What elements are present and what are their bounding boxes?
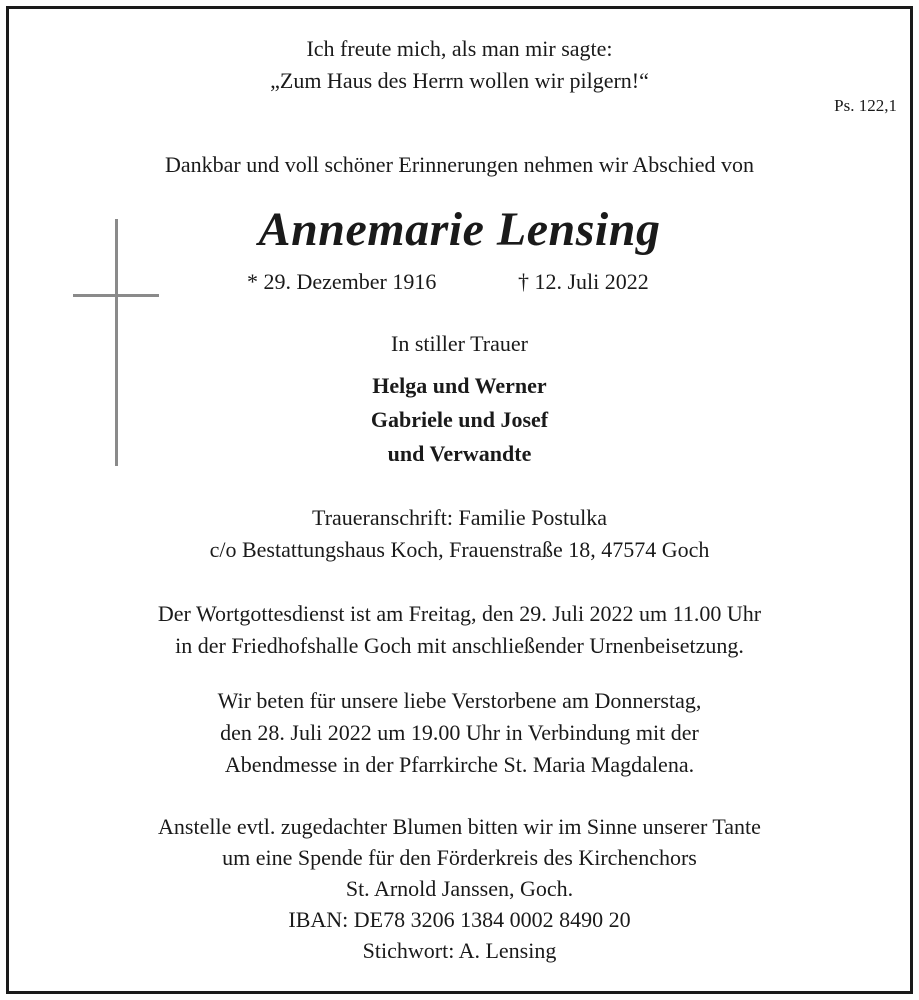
address-line-2: c/o Bestattungshaus Koch, Frauenstraße 18, 47574 Goch — [209, 537, 710, 562]
birth-date: * 29. Dezember 1916 — [247, 269, 437, 294]
mass-line-3: Abendmesse in der Pfarrkirche St. Maria Magdalena. — [224, 752, 695, 777]
iban-line: IBAN: DE78 3206 1384 0002 8490 20 — [288, 907, 631, 932]
service-line-2: in der Friedhofshalle Goch mit anschließender Urnenbeisetzung. — [175, 633, 744, 658]
mass-line-1: Wir beten für unsere liebe Verstorbene am Donnerstag, — [217, 688, 702, 713]
psalm-reference: Ps. 122,1 — [834, 96, 897, 115]
donation-line-1: Anstelle evtl. zugedachter Blumen bitten wir im Sinne unserer Tante — [158, 814, 761, 839]
epigraph-line-2: „Zum Haus des Herrn wollen wir pilgern!“ — [270, 68, 649, 93]
death-date: † 12. Juli 2022 — [518, 269, 649, 294]
mourner-name: Helga und Werner — [372, 373, 547, 398]
service-line-1: Der Wortgottesdienst ist am Freitag, den 29. Juli 2022 um 11.00 Uhr — [157, 601, 762, 626]
mourner-name: Gabriele und Josef — [370, 407, 549, 432]
epigraph-line-1: Ich freute mich, als man mir sagte: — [306, 36, 613, 61]
donation-line-3: St. Arnold Janssen, Goch. — [345, 876, 574, 901]
cross-icon-bar — [73, 294, 159, 297]
address-line-1: Traueranschrift: Familie Postulka — [312, 505, 607, 530]
mourner-name: und Verwandte — [387, 441, 532, 466]
donation-line-2: um eine Spende für den Förderkreis des Kirchenchors — [222, 845, 697, 870]
deceased-name: Annemarie Lensing — [258, 203, 661, 256]
mass-line-2: den 28. Juli 2022 um 19.00 Uhr in Verbindung mit der — [220, 720, 699, 745]
intro-text: Dankbar und voll schöner Erinnerungen nehmen wir Abschied von — [165, 152, 754, 177]
mourning-heading: In stiller Trauer — [391, 331, 528, 356]
keyword-line: Stichwort: A. Lensing — [362, 938, 557, 963]
